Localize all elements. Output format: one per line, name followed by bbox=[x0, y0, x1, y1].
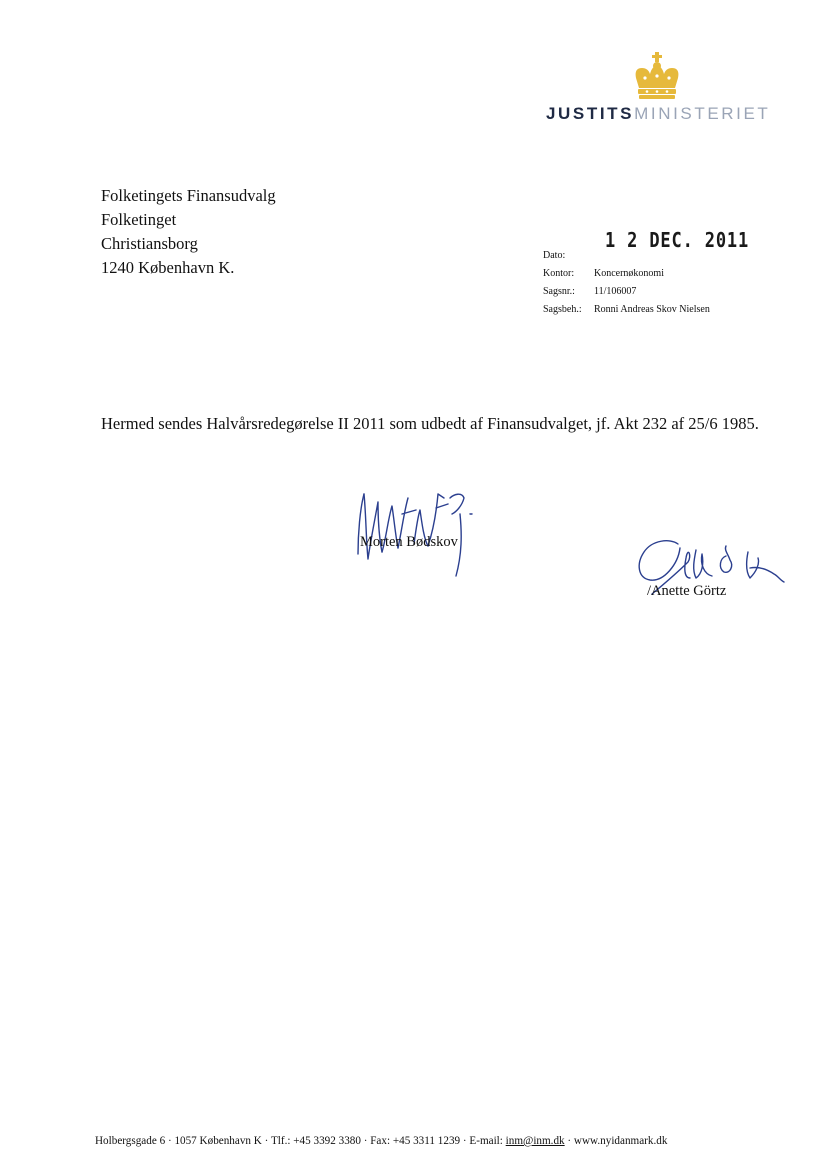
sagsnr-label: Sagsnr.: bbox=[543, 286, 575, 297]
footer-contact bbox=[95, 1133, 667, 1148]
kontor-value: Koncernøkonomi bbox=[594, 268, 664, 279]
recipient-line: Christiansborg bbox=[101, 234, 198, 253]
signatory-1-name: Morten Bødskov bbox=[360, 534, 458, 550]
footer-web: · www.nyidanmark.dk bbox=[564, 1133, 668, 1147]
crown-logo-icon bbox=[630, 52, 684, 102]
sagsbeh-value: Ronni Andreas Skov Nielsen bbox=[594, 304, 710, 315]
footer-address: Holbergsgade 6 · 1057 København K · Tlf.: +45 3392 3380 · Fax: +45 3311 1239 · E-mail: bbox=[95, 1133, 506, 1147]
recipient-line: Folketingets Finansudvalg bbox=[101, 186, 276, 205]
dato-label: Dato: bbox=[543, 250, 566, 261]
letter-body: Hermed sendes Halvårsredegørelse II 2011 som udbedt af Finansudvalget, jf. Akt 232 af 25/6 1985. bbox=[101, 414, 759, 433]
meta-row-kontor bbox=[543, 265, 710, 283]
recipient-line: 1240 København K. bbox=[101, 258, 235, 277]
case-meta bbox=[543, 247, 710, 319]
meta-row-dato bbox=[543, 247, 710, 265]
ministry-name-light: MINISTERIET bbox=[634, 104, 771, 123]
ministry-name-bold: JUSTITS bbox=[546, 104, 635, 123]
meta-row-sagsbeh bbox=[543, 301, 710, 319]
signatory-2-name: /Anette Görtz bbox=[647, 583, 727, 599]
date-stamp: 1 2 DEC. 2011 bbox=[605, 228, 750, 252]
kontor-label: Kontor: bbox=[543, 268, 575, 279]
sagsbeh-label: Sagsbeh.: bbox=[543, 304, 582, 315]
sagsnr-value: 11/106007 bbox=[594, 286, 637, 297]
recipient-address bbox=[101, 184, 276, 280]
footer-email-link[interactable]: inm@inm.dk bbox=[505, 1133, 565, 1147]
recipient-line: Folketinget bbox=[101, 210, 177, 229]
ministry-name bbox=[546, 104, 770, 124]
meta-row-sagsnr bbox=[543, 283, 710, 301]
